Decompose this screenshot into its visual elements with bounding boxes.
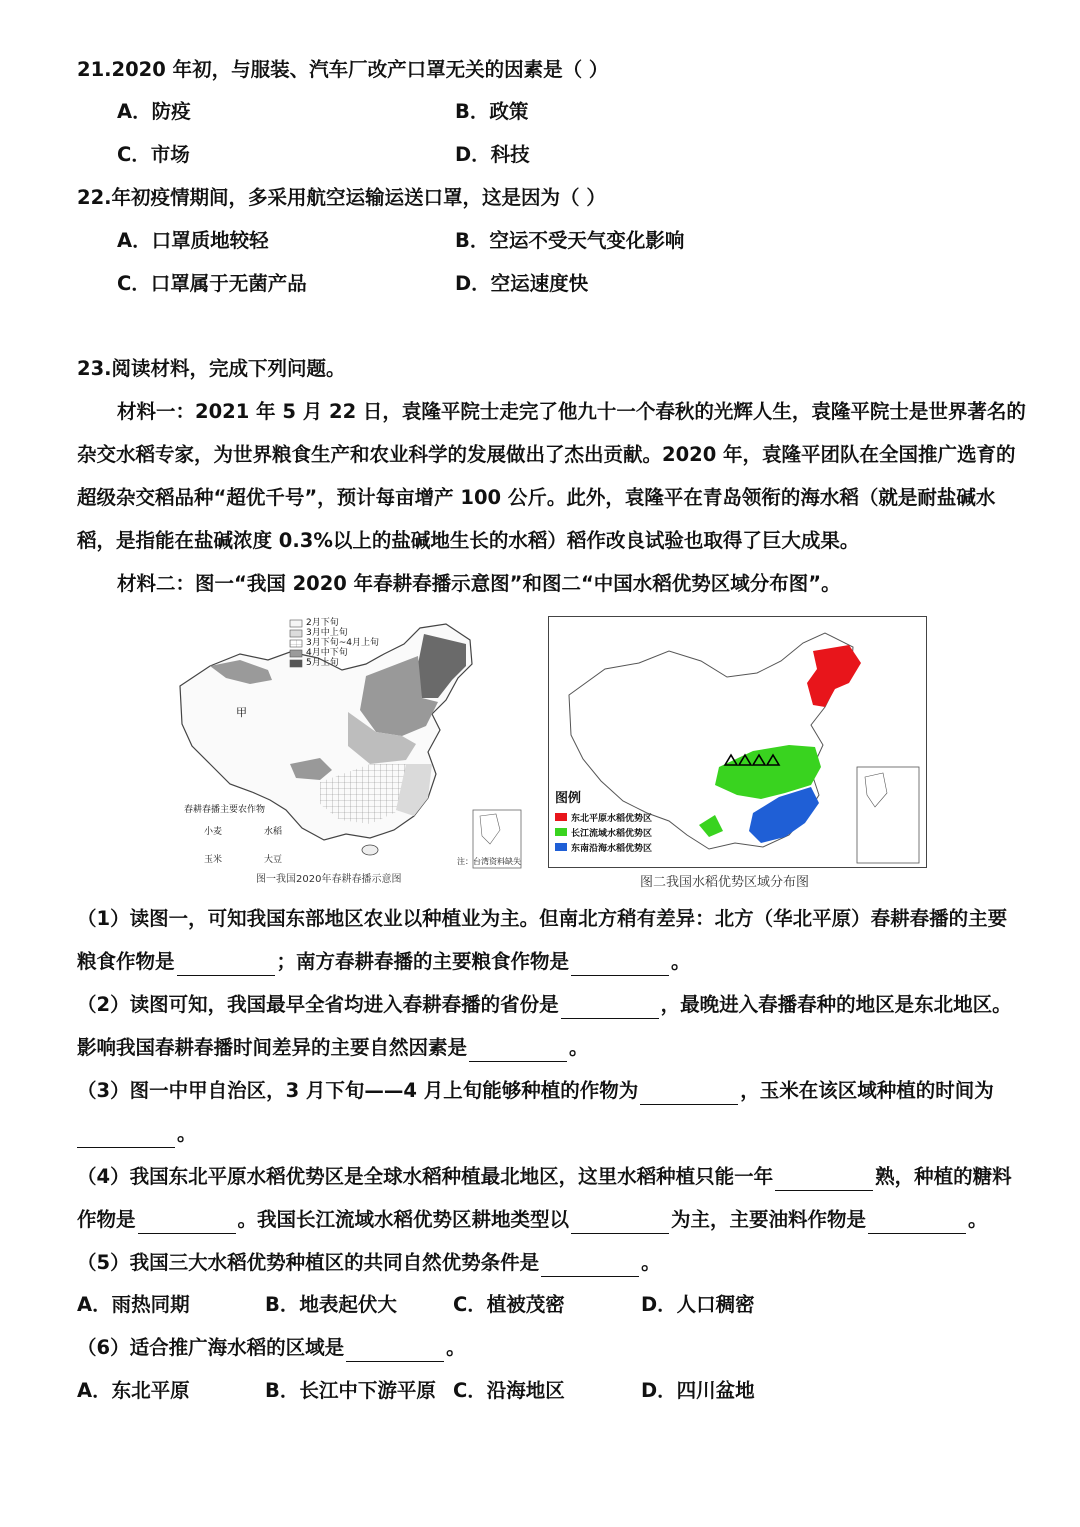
- q22-option-a[interactable]: A．口罩质地较轻: [117, 229, 269, 252]
- map1-crop-wheat: 小麦: [204, 827, 223, 837]
- map2-legend-title: 图例: [555, 791, 582, 806]
- subq5-text: （5）我国三大水稻优势种植区的共同自然优势条件是: [77, 1251, 540, 1274]
- material-1-line-4: 稻，是指能在盐碱浓度 0.3%以上的盐碱地生长的水稻）稻作改良试验也取得了巨大成果。: [77, 529, 860, 552]
- q21-stem: 21.2020 年初，与服装、汽车厂改产口罩无关的因素是（ ）: [77, 58, 609, 81]
- map-rice-regions: [548, 616, 927, 868]
- subq2-text: 。: [569, 1036, 589, 1059]
- q21-option-a[interactable]: A．防疫: [117, 100, 191, 123]
- subq4-line-1: [77, 1163, 1012, 1191]
- subq6-option-c[interactable]: C．沿海地区: [453, 1379, 565, 1402]
- map1-crop-soybean: 大豆: [264, 855, 283, 865]
- subq5-option-a[interactable]: A．雨热同期: [77, 1293, 190, 1316]
- answer-blank[interactable]: [469, 1039, 567, 1062]
- subq2-line-2: [77, 1034, 589, 1062]
- map2-legend-northeast: 东北平原水稻优势区: [571, 814, 653, 824]
- subq2-text: 影响我国春耕春播时间差异的主要自然因素是: [77, 1036, 468, 1059]
- material-2: 材料二：图一“我国 2020 年春耕春播示意图”和图二“中国水稻优势区域分布图”。: [117, 572, 841, 595]
- q21-option-d[interactable]: D．科技: [455, 143, 530, 166]
- subq4-text: 熟，种植的糖料: [875, 1165, 1012, 1188]
- map1-legend-item: 3月中上旬: [306, 628, 348, 638]
- subq6-option-b[interactable]: B．长江中下游平原: [265, 1379, 436, 1402]
- subq6-stem: [77, 1334, 466, 1362]
- map2-caption: 图二我国水稻优势区域分布图: [640, 875, 810, 890]
- subq1-text: ；南方春耕春播的主要粮食作物是: [276, 950, 570, 973]
- subq4-text: 。: [968, 1208, 988, 1231]
- subq1-line-2: [77, 948, 691, 976]
- material-1-line-1: 材料一：2021 年 5 月 22 日，袁隆平院士走完了他九十一个春秋的光辉人生，袁隆平院士是世界著名的: [117, 400, 1026, 423]
- subq4-text: 。我国长江流域水稻优势区耕地类型以: [237, 1208, 570, 1231]
- answer-blank[interactable]: [571, 953, 669, 976]
- q22-option-d[interactable]: D．空运速度快: [455, 272, 589, 295]
- subq6-option-d[interactable]: D．四川盆地: [641, 1379, 755, 1402]
- map1-legend-item: 5月上旬: [306, 658, 339, 668]
- subq4-text: （4）我国东北平原水稻优势区是全球水稻种植最北地区，这里水稻种植只能一年: [77, 1165, 774, 1188]
- subq2-text: ，最晚进入春播春种的地区是东北地区。: [660, 993, 1012, 1016]
- q22-option-c[interactable]: C．口罩属于无菌产品: [117, 272, 307, 295]
- q23-stem: 23.阅读材料，完成下列问题。: [77, 357, 346, 380]
- subq1-text: 粮食作物是: [77, 950, 175, 973]
- map1-label-jia: 甲: [236, 706, 247, 719]
- subq6-text: （6）适合推广海水稻的区域是: [77, 1336, 345, 1359]
- material-1-line-2: 杂交水稻专家，为世界粮食生产和农业科学的发展做出了杰出贡献。2020 年，袁隆平团队在全国推广选育的: [77, 443, 1016, 466]
- subq1-text: 。: [671, 950, 691, 973]
- map-spring-sowing: [170, 614, 528, 876]
- subq2-text: （2）读图可知，我国最早全省均进入春耕春播的省份是: [77, 993, 559, 1016]
- answer-blank[interactable]: [77, 1125, 175, 1148]
- map1-legend: [290, 620, 302, 667]
- subq3-text: ，玉米在该区域种植的时间为: [740, 1079, 994, 1102]
- answer-blank[interactable]: [177, 953, 275, 976]
- map1-crops-title: 春耕春播主要农作物: [184, 805, 266, 815]
- map1-legend-item: 4月中下旬: [306, 648, 348, 658]
- subq5-option-d[interactable]: D．人口稠密: [641, 1293, 755, 1316]
- subq5-text: 。: [641, 1251, 661, 1274]
- material-1-line-3: 超级杂交稻品种“超优千号”，预计每亩增产 100 公斤。此外，袁隆平在青岛领衔的海水稻（就是耐盐碱水: [77, 486, 996, 509]
- map1-legend-labels: [306, 618, 379, 668]
- map1-legend-item: 3月下旬~4月上旬: [306, 638, 379, 648]
- q22-stem: 22.年初疫情期间，多采用航空运输运送口罩，这是因为（ ）: [77, 186, 606, 209]
- subq5-option-c[interactable]: C．植被茂密: [453, 1293, 565, 1316]
- map2-legend-southeast: 东南沿海水稻优势区: [571, 844, 653, 854]
- map1-caption: 图一我国2020年春耕春播示意图: [256, 874, 402, 885]
- answer-blank[interactable]: [541, 1254, 639, 1277]
- answer-blank[interactable]: [775, 1168, 873, 1191]
- q21-option-b[interactable]: B．政策: [455, 100, 529, 123]
- q21-option-c[interactable]: C．市场: [117, 143, 190, 166]
- subq6-option-a[interactable]: A．东北平原: [77, 1379, 190, 1402]
- subq3-line-2: [77, 1120, 197, 1148]
- map1-crop-corn: 玉米: [204, 855, 223, 865]
- map1-crop-rice: 水稻: [264, 827, 283, 837]
- subq6-text: 。: [446, 1336, 466, 1359]
- answer-blank[interactable]: [138, 1211, 236, 1234]
- subq2-line-1: [77, 991, 1012, 1019]
- subq1-line-1: （1）读图一，可知我国东部地区农业以种植业为主。但南北方稍有差异：北方（华北平原）春耕春播的主要: [77, 907, 1008, 930]
- subq4-text: 作物是: [77, 1208, 136, 1231]
- map1-note: 注：台湾资料缺失: [457, 857, 521, 866]
- answer-blank[interactable]: [571, 1211, 669, 1234]
- map1-legend-item: 2月下旬: [306, 618, 339, 628]
- subq3-text: （3）图一中甲自治区，3 月下旬——4 月上旬能够种植的作物为: [77, 1079, 639, 1102]
- answer-blank[interactable]: [346, 1339, 444, 1362]
- subq5-stem: [77, 1249, 661, 1277]
- q22-option-b[interactable]: B．空运不受天气变化影响: [455, 229, 685, 252]
- answer-blank[interactable]: [640, 1082, 738, 1105]
- subq4-line-2: [77, 1206, 988, 1234]
- subq4-text: 为主，主要油料作物是: [671, 1208, 867, 1231]
- map2-legend-yangtze: 长江流域水稻优势区: [571, 829, 653, 839]
- answer-blank[interactable]: [561, 996, 659, 1019]
- answer-blank[interactable]: [868, 1211, 966, 1234]
- subq3-line-1: [77, 1077, 994, 1105]
- subq3-text: 。: [177, 1122, 197, 1145]
- subq5-option-b[interactable]: B．地表起伏大: [265, 1293, 397, 1316]
